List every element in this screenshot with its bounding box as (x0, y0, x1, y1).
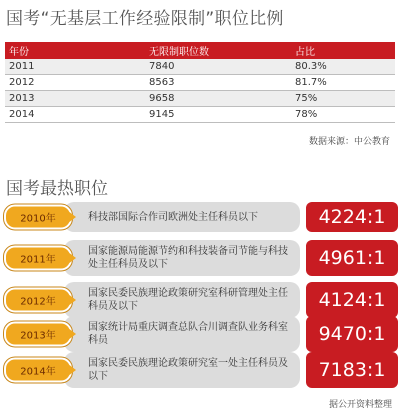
year-pill: 2010年 (4, 205, 72, 230)
hot-job-item (4, 282, 398, 318)
cell-year: 2011 (5, 59, 145, 75)
year-pill: 2014年 (4, 358, 72, 383)
pointer-arrow-icon (68, 211, 76, 223)
year-pill: 2011年 (4, 246, 72, 271)
cell-count: 9658 (145, 91, 291, 107)
header-count: 无限制职位数 (145, 42, 291, 59)
cell-count: 8563 (145, 75, 291, 91)
cell-year: 2013 (5, 91, 145, 107)
cell-percent: 80.3% (291, 59, 395, 75)
table-header-row (5, 42, 395, 59)
pointer-arrow-icon (68, 252, 76, 264)
table-row (5, 107, 395, 123)
year-pill: 2013年 (4, 322, 72, 347)
cell-percent: 81.7% (291, 75, 395, 91)
compiled-source-note: 据公开资料整理 (328, 400, 392, 410)
competition-ratio: 4124:1 (306, 282, 398, 318)
job-description: 国家民委民族理论政策研究室科研管理处主任科员及以下 (64, 282, 300, 318)
job-description: 科技部国际合作司欧洲处主任科员以下 (64, 202, 300, 232)
pointer-arrow-icon (68, 328, 76, 340)
cell-year: 2014 (5, 107, 145, 123)
table-row (5, 75, 395, 91)
competition-ratio: 9470:1 (306, 316, 398, 352)
year-pill: 2012年 (4, 288, 72, 313)
competition-ratio: 7183:1 (306, 352, 398, 388)
section1-title: 国考“无基层工作经验限制”职位比例 (6, 9, 284, 29)
hot-job-item (4, 352, 398, 388)
data-source-note: 数据来源：中公教育 (308, 137, 390, 147)
table-row (5, 91, 395, 107)
cell-year: 2012 (5, 75, 145, 91)
job-description: 国家能源局能源节约和科技装备司节能与科技处主任科员及以下 (64, 240, 300, 276)
competition-ratio: 4961:1 (306, 240, 398, 276)
hot-job-item (4, 202, 398, 232)
hot-job-item (4, 316, 398, 352)
section2-title: 国考最热职位 (6, 179, 108, 199)
header-percent: 占比 (291, 42, 395, 59)
table-row (5, 59, 395, 75)
pointer-arrow-icon (68, 294, 76, 306)
cell-count: 9145 (145, 107, 291, 123)
cell-count: 7840 (145, 59, 291, 75)
competition-ratio: 4224:1 (306, 202, 398, 232)
cell-percent: 75% (291, 91, 395, 107)
cell-percent: 78% (291, 107, 395, 123)
hot-job-item (4, 240, 398, 276)
job-ratio-table (5, 42, 395, 123)
job-description: 国家统计局重庆调查总队合川调查队业务科室科员 (64, 316, 300, 352)
header-year: 年份 (5, 42, 145, 59)
pointer-arrow-icon (68, 364, 76, 376)
job-description: 国家民委民族理论政策研究室一处主任科员及以下 (64, 352, 300, 388)
